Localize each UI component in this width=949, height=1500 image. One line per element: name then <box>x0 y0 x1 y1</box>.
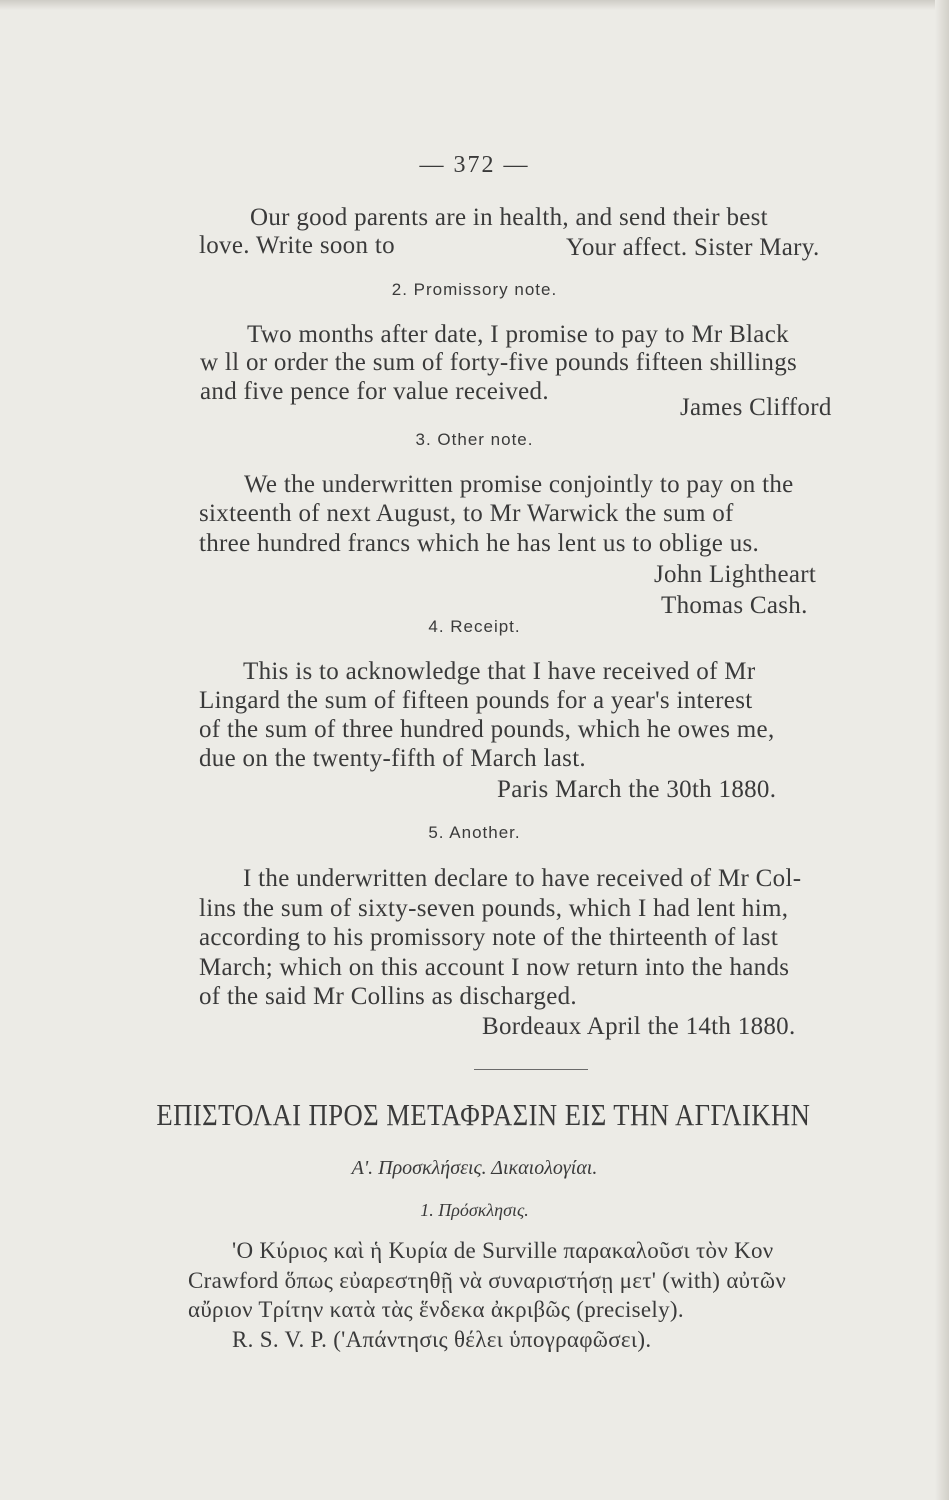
greek-item-heading: 1. Πρόσκλησις. <box>420 1200 529 1220</box>
other-note-signature-1: John Lightheart <box>654 561 817 588</box>
another-signature: Bordeaux April the 14th 1880. <box>482 1013 796 1040</box>
another-line-2: lins the sum of sixty-seven pounds, which I had lent him, <box>199 895 789 922</box>
promissory-line-3: and five pence for value received. <box>200 378 549 405</box>
heading-another: 5. Another. <box>428 823 521 842</box>
another-line-4: March; which on this account I now return into the hands <box>199 954 790 981</box>
greek-line-2: Crawford ὅπως εὐαρεστηθῇ νὰ συναριστήσῃ μετ' (with) αὐτῶν <box>188 1268 787 1293</box>
another-line-5: of the said Mr Collins as discharged. <box>199 983 577 1010</box>
receipt-line-2: Lingard the sum of fifteen pounds for a year's interest <box>199 687 753 714</box>
heading-receipt: 4. Receipt. <box>428 617 521 636</box>
greek-section-title: ΕΠΙΣΤΟΛΑΙ ΠΡΟΣ ΜΕΤΑΦΡΑΣΙΝ ΕΙΣ ΤΗΝ ΑΓΓΛΙΚΗΝ <box>156 1097 811 1132</box>
heading-other-note: 3. Other note. <box>415 430 534 449</box>
letter-close-line-2: love. Write soon to <box>199 232 395 259</box>
page-number: — 372 — <box>419 152 530 178</box>
other-note-line-1: We the underwritten promise conjointly to pay on the <box>244 471 794 498</box>
greek-line-4: R. S. V. P. ('Απάντησις θέλει ὑπογραφῶσει). <box>232 1327 652 1352</box>
other-note-line-2: sixteenth of next August, to Mr Warwick the sum of <box>199 500 734 527</box>
greek-line-3: αὔριον Τρίτην κατὰ τὰς ἕνδεκα ἀκριβῶς (precisely). <box>188 1297 684 1322</box>
receipt-signature: Paris March the 30th 1880. <box>497 776 777 803</box>
greek-subtitle: Α'. Προσκλήσεις. Δικαιολογίαι. <box>351 1157 598 1179</box>
receipt-line-1: This is to acknowledge that I have received of Mr <box>243 658 756 685</box>
letter-close-signature: Your affect. Sister Mary. <box>566 234 820 261</box>
promissory-signature: James Clifford <box>680 394 832 421</box>
another-line-1: I the underwritten declare to have received of Mr Col- <box>243 865 802 892</box>
page-gutter-shadow <box>935 0 949 1500</box>
other-note-line-3: three hundred francs which he has lent us to oblige us. <box>199 530 760 557</box>
receipt-line-4: due on the twenty-fifth of March last. <box>199 745 586 772</box>
promissory-line-1: Two months after date, I promise to pay to Mr Black <box>247 321 789 348</box>
section-divider <box>474 1069 588 1070</box>
another-line-3: according to his promissory note of the thirteenth of last <box>199 924 779 951</box>
greek-line-1: 'Ο Κύριος καὶ ἡ Κυρία de Surville παρακαλοῦσι τὸν Κον <box>232 1238 774 1263</box>
promissory-line-2: w ll or order the sum of forty-five pounds fifteen shillings <box>200 349 798 376</box>
letter-close-line-1: Our good parents are in health, and send their best <box>250 204 768 231</box>
heading-promissory-note: 2. Promissory note. <box>391 280 558 299</box>
page-top-edge <box>0 0 949 10</box>
receipt-line-3: of the sum of three hundred pounds, which he owes me, <box>199 716 775 743</box>
other-note-signature-2: Thomas Cash. <box>661 592 808 619</box>
